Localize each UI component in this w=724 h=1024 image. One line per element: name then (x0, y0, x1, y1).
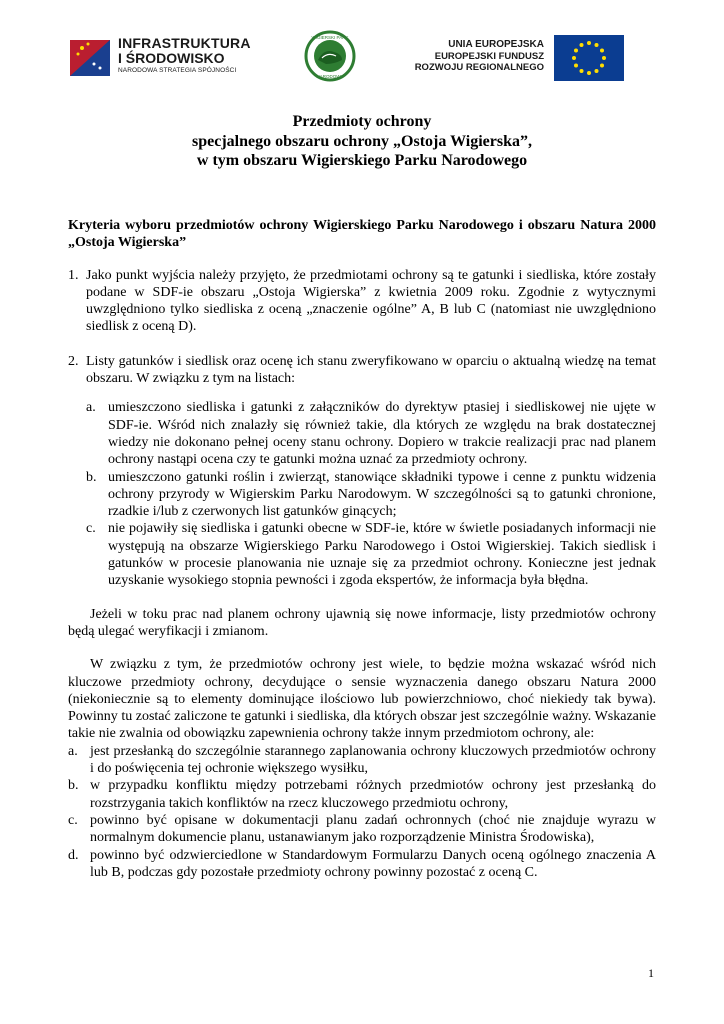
list-item-number: 2. (68, 353, 79, 369)
sublist-item (68, 777, 656, 812)
sublist-item (86, 520, 656, 589)
logo-left-line1: INFRASTRUKTURA (118, 35, 251, 51)
eu-flag-icon (554, 35, 624, 81)
logo-eu-line1: UNIA EUROPEJSKA (448, 39, 544, 50)
title-line1: Przedmioty ochrony (292, 113, 432, 130)
sublist-item-text: umieszczono gatunki roślin i zwierząt, stanowiące składniki typowe i cenne z punktu widzenia ochrony przyrody w Wigierskim Parku Narodowym. W szczególności są to gatunki chronione, rzadkie i/lub z czerwonych list gatunków ginących; (108, 469, 656, 520)
sublist-item-label: b. (86, 469, 97, 485)
logo-wigierski-park (304, 30, 356, 82)
sublist-b (68, 743, 656, 881)
title-line2: specjalnego obszaru ochrony „Ostoja Wigierska”, (191, 132, 532, 150)
sublist-item (68, 812, 656, 847)
page-header (68, 30, 624, 86)
infrastruktura-emblem-icon (68, 34, 114, 80)
sublist-item-label: a. (86, 400, 96, 416)
list-item-number: 1. (68, 267, 79, 283)
sublist-item-label: c. (68, 812, 78, 828)
svg-text:WIGIERSKI PARK: WIGIERSKI PARK (311, 35, 349, 40)
park-emblem-icon (304, 30, 356, 82)
logo-unia-europejska (408, 35, 624, 81)
sublist-item-text: nie pojawiły się siedliska i gatunki obecne w SDF-ie, które w świetle posiadanych informacji nie występują na obszarze Wigierskiego Parku Narodowego i Ostoi Wigierskiej. Takich siedlisk i gatunków w procesie planowania nie uznaje się za przedmiot ochrony. Konieczne jest jednak uzyskanie wysokiego stopnia pewności i zgoda ekspertów, że informacja była błędna. (108, 521, 656, 589)
logo-left-line2: I ŚRODOWISKO (118, 50, 225, 66)
sublist-item-text: w przypadku konfliktu między potrzebami różnych przedmiotów ochrony jest przesłanką do rozstrzygania takich konfliktów na rzecz kluczowego przedmiotu ochrony, (90, 778, 656, 811)
list-item-text: Jako punkt wyjścia należy przyjęto, że przedmiotami ochrony są te gatunki i siedliska, które zostały podane w SDF-ie obszaru „Ostoja Wigierska” z kwietnia 2009 roku. Zgodnie z wytycznymi uwzględniono tylko siedliska z oceną „znaczenie ogólne” A, B lub C (natomiast nie uwzględniono siedlisk z oceną D). (86, 267, 656, 335)
sublist-item-label: d. (68, 847, 79, 863)
list-item-text: Listy gatunków i siedlisk oraz ocenę ich stanu zweryfikowano w oparciu o aktualną wiedzę na temat obszaru. W związku z tym na listach: (86, 353, 656, 387)
sublist-item-label: c. (86, 521, 96, 537)
logo-infrastruktura (68, 34, 251, 80)
sublist-item-label: b. (68, 778, 79, 794)
sublist-item-text: umieszczono siedliska i gatunki z załączników do dyrektyw ptasiej i siedliskowej nie ujęte w SDF-ie. Wśród nich znalazły się również takie, dla których ze względu na brak dostatecznej wiedzy nie dokonano pełnej oceny stanu ochrony. Dopiero w trakcie realizacji prac nad planem ochrony nastąpi ocena czy te gatunki można uznać za przedmioty ochrony. (108, 400, 656, 468)
document-title (60, 112, 664, 171)
sublist-item-text: powinno być opisane w dokumentacji planu zadań ochronnych (choć nie znajduje wyrazu w normalnym dokumencie planu, ustanawianym jako rozporządzenie Ministra Środowiska), (90, 812, 656, 846)
logo-eu-line3: ROZWOJU REGIONALNEGO (414, 62, 544, 73)
list-item (68, 353, 656, 388)
sublist-item-text: jest przesłanką do szczególnie starannego zaplanowania ochrony kluczowych przedmiotów ochrony i do poświęcenia tej ochronie większego wysiłku, (90, 743, 656, 777)
sublist-item (86, 399, 656, 468)
logo-left-line3: NARODOWA STRATEGIA SPÓJNOŚCI (118, 67, 237, 74)
sublist-item-label: a. (68, 743, 78, 759)
paragraph-verification: Jeżeli w toku prac nad planem ochrony ujawnią się nowe informacje, listy przedmiotów ochrony będą ulegać weryfikacji i zmianom. (68, 606, 656, 639)
list-item (68, 267, 656, 336)
sublist-item (68, 743, 656, 778)
title-line3: w tym obszaru Wigierskiego Parku Narodowego (196, 152, 528, 169)
logo-eu-line2: EUROPEJSKI FUNDUSZ (434, 51, 544, 62)
sublist-item-text: powinno być odzwierciedlone w Standardowym Formularzu Danych oceną ogólnego znaczenia A lub B, podczas gdy pozostałe przedmioty ochrony powinny pozostać z oceną C. (90, 847, 656, 880)
sublist-item (68, 847, 656, 882)
criteria-heading: Kryteria wyboru przedmiotów ochrony Wigierskiego Parku Narodowego i obszaru Natura 2000 „Ostoja Wigierska” (68, 218, 656, 251)
document-body (68, 217, 656, 881)
sublist-a (86, 399, 656, 589)
page-number: 1 (648, 966, 654, 980)
svg-text:NARODOWY: NARODOWY (316, 74, 344, 79)
sublist-item (86, 469, 656, 521)
paragraph-key-objects: W związku z tym, że przedmiotów ochrony jest wiele, to będzie można wskazać wśród nich kluczowe przedmioty ochrony, decydujące o sensie wyznaczenia danego obszaru Natura 2000 (niekoniecznie są to elementy dominujące ilościowo lub powierzchniowo, choć niekiedy tak bywa). Powinny tu zostać zaliczone te gatunki i siedliska, dla których obszar jest szczególnie ważny. Wskazanie takie nie zwalnia od obowiązku zapewnienia ochrony także innym przedmiotom ochrony, ale: (68, 657, 656, 742)
